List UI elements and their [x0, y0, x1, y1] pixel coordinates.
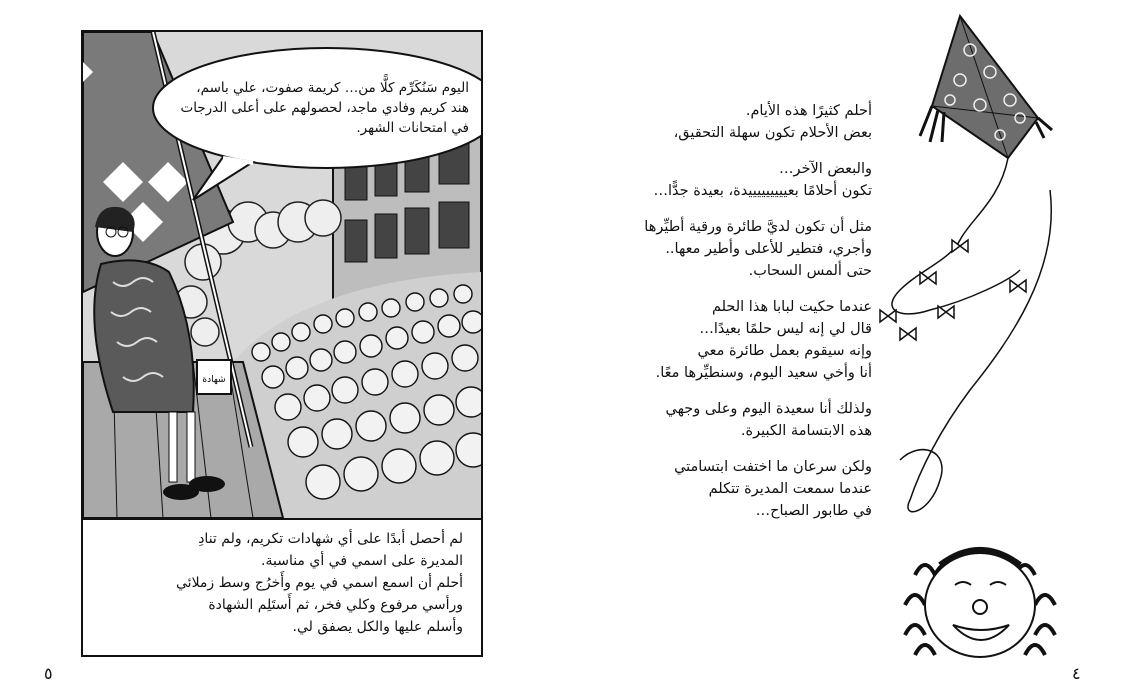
certificate-sign — [197, 360, 231, 394]
page-number-right: ٤ — [1072, 664, 1081, 683]
bubble-line: هند كريم وفادي ماجد، لحصولهم على أعلى الدرجات — [180, 100, 469, 116]
story-line: عندما سمعت المديرة تتكلم — [708, 481, 872, 497]
story-line: في طابور الصباح… — [755, 503, 872, 519]
story-line: ولذلك أنا سعيدة اليوم وعلى وجهي — [665, 401, 872, 417]
story-line: قال لي إنه ليس حلمًا بعيدًا… — [699, 321, 872, 337]
story-line: أنا وأخي سعيد اليوم، وسنطيِّرها معًا. — [655, 365, 872, 381]
panel-caption — [83, 518, 481, 655]
page-number-left: ٥ — [44, 664, 53, 683]
story-line: أحلم كثيرًا هذه الأيام. — [745, 103, 872, 119]
story-paragraph — [610, 158, 872, 202]
kite-illustration — [860, 10, 1070, 530]
comic-panel — [81, 30, 483, 657]
bubble-line: في امتحانات الشهر. — [356, 120, 469, 136]
story-paragraph — [610, 100, 872, 144]
story-text — [610, 100, 872, 536]
story-paragraph — [610, 216, 872, 282]
story-line: وإنه سيقوم بعمل طائرة معي — [697, 343, 872, 359]
caption-line: المديرة على اسمي في أي مناسبة. — [261, 553, 463, 569]
caption-line: وأسلم عليها والكل يصفق لي. — [292, 619, 463, 635]
story-line: وأجري، فتطير للأعلى وأطير معها.. — [665, 241, 872, 257]
story-paragraph — [610, 398, 872, 442]
story-paragraph — [610, 296, 872, 384]
story-line: ولكن سرعان ما اختفت ابتسامتي — [674, 459, 872, 475]
caption-line: ورأسي مرفوع وكلي فخر، ثم أَستَلِم الشهادة — [208, 597, 463, 613]
bubble-line: اليوم سَنُكَرِّم كلًّا من… كريمة صفوت، علي باسم، — [196, 80, 469, 96]
caption-line: لم أحصل أبدًا على أي شهادات تكريم، ولم تنادِ — [198, 531, 463, 547]
story-line: والبعض الآخر… — [779, 161, 872, 177]
story-paragraph — [610, 456, 872, 522]
story-line: حتى ألمس السحاب. — [748, 263, 872, 279]
caption-line: أحلم أن اسمع اسمي في يوم وأَخرُج وسط زملائي — [176, 575, 463, 591]
story-line: مثل أن تكون لديَّ طائرة ورقية أطيِّرها — [644, 219, 872, 235]
certificate-sign-text: شهادة — [202, 375, 226, 385]
girl-face-illustration — [895, 515, 1065, 665]
story-line: تكون أحلامًا بعيييييييييدة، بعيدة جدًّا… — [653, 183, 872, 199]
story-line: هذه الابتسامة الكبيرة. — [740, 423, 872, 439]
story-line: عندما حكيت لبابا هذا الحلم — [711, 299, 872, 315]
story-line: بعض الأحلام تكون سهلة التحقيق، — [673, 125, 872, 141]
speech-bubble-text — [180, 78, 469, 138]
